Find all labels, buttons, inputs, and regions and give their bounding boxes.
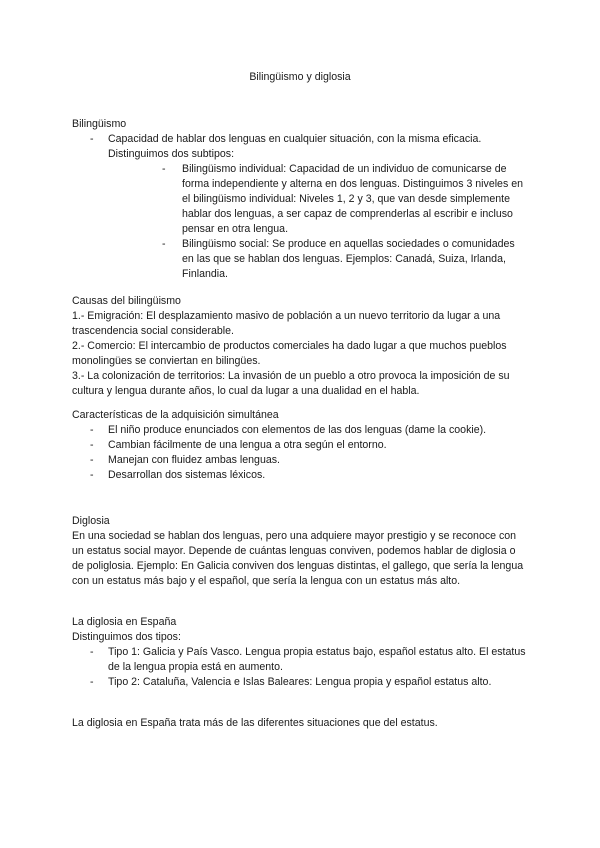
list-item: - Bilingüismo individual: Capacidad de un individuo de comunicarse de forma independiente y alterna en dos lenguas. Distinguimos 3 niveles en el bilingüismo individual: Niveles 1, 2 y 3, que van desde simplemente hablar dos lenguas, a ser capaz de comprenderlas al escribir e incluso pensar en otra lengua. <box>108 162 528 237</box>
paragraph: La diglosia en España trata más de las diferentes situaciones que del estatus. <box>72 717 438 729</box>
section-bilinguismo <box>72 117 528 282</box>
list-item: - El niño produce enunciados con elementos de las dos lenguas (dame la cookie). <box>72 423 528 438</box>
document-title: Bilingüismo y diglosia <box>249 71 351 83</box>
section-conclusion <box>72 716 528 731</box>
paragraph: 3.- La colonización de territorios: La invasión de un pueblo a otro provoca la imposición de su cultura y lengua durante años, lo cual da lugar a una dualidad en el habla. <box>72 370 510 397</box>
list-item: - Bilingüismo social: Se produce en aquellas sociedades o comunidades en las que se hablan dos lenguas. Ejemplos: Canadá, Suiza, Irlanda, Finlandia. <box>108 237 528 282</box>
section-heading: La diglosia en España <box>72 616 177 628</box>
section-heading: Diglosia <box>72 515 110 527</box>
list-item: - Desarrollan dos sistemas léxicos. <box>72 468 528 483</box>
list-item: - Tipo 2: Cataluña, Valencia e Islas Baleares: Lengua propia y español estatus alto. <box>72 675 528 690</box>
paragraph: 1.- Emigración: El desplazamiento masivo de población a un nuevo territorio da lugar a una trascendencia social considerable. <box>72 310 501 337</box>
section-espana <box>72 615 528 690</box>
sub-bullet-list <box>108 162 528 282</box>
list-item <box>72 132 528 282</box>
bullet-list <box>72 132 528 282</box>
list-item-text: Capacidad de hablar dos lenguas en cualquier situación, con la misma eficacia. Distinguimos dos subtipos: <box>108 133 482 160</box>
bullet-list <box>72 423 528 483</box>
bullet-list <box>72 645 528 690</box>
section-caracteristicas <box>72 408 528 483</box>
paragraph: 2.- Comercio: El intercambio de productos comerciales ha dado lugar a que muchos pueblos monolingües se conviertan en bilingües. <box>72 340 507 367</box>
paragraph: En una sociedad se hablan dos lenguas, pero una adquiere mayor prestigio y se reconoce con un estatus social mayor. Depende de cuántas lenguas conviven, podemos hablar de diglosia o de poliglosia. Ejemplo: En Galicia conviven dos lenguas distintas, el gallego, que sería la lengua con un estatus más bajo y el español, que sería la lengua con un estatus más alto. <box>72 530 524 587</box>
paragraph: Distinguimos dos tipos: <box>72 631 181 643</box>
section-causas <box>72 294 528 399</box>
list-item: - Cambian fácilmente de una lengua a otra según el entorno. <box>72 438 528 453</box>
section-diglosia <box>72 514 528 589</box>
list-item: - Manejan con fluidez ambas lenguas. <box>72 453 528 468</box>
section-heading: Características de la adquisición simultánea <box>72 409 279 421</box>
list-item: - Tipo 1: Galicia y País Vasco. Lengua propia estatus bajo, español estatus alto. El estatus de la lengua propia está en aumento. <box>72 645 528 675</box>
section-heading: Causas del bilingüismo <box>72 295 181 307</box>
section-heading: Bilingüismo <box>72 118 127 130</box>
